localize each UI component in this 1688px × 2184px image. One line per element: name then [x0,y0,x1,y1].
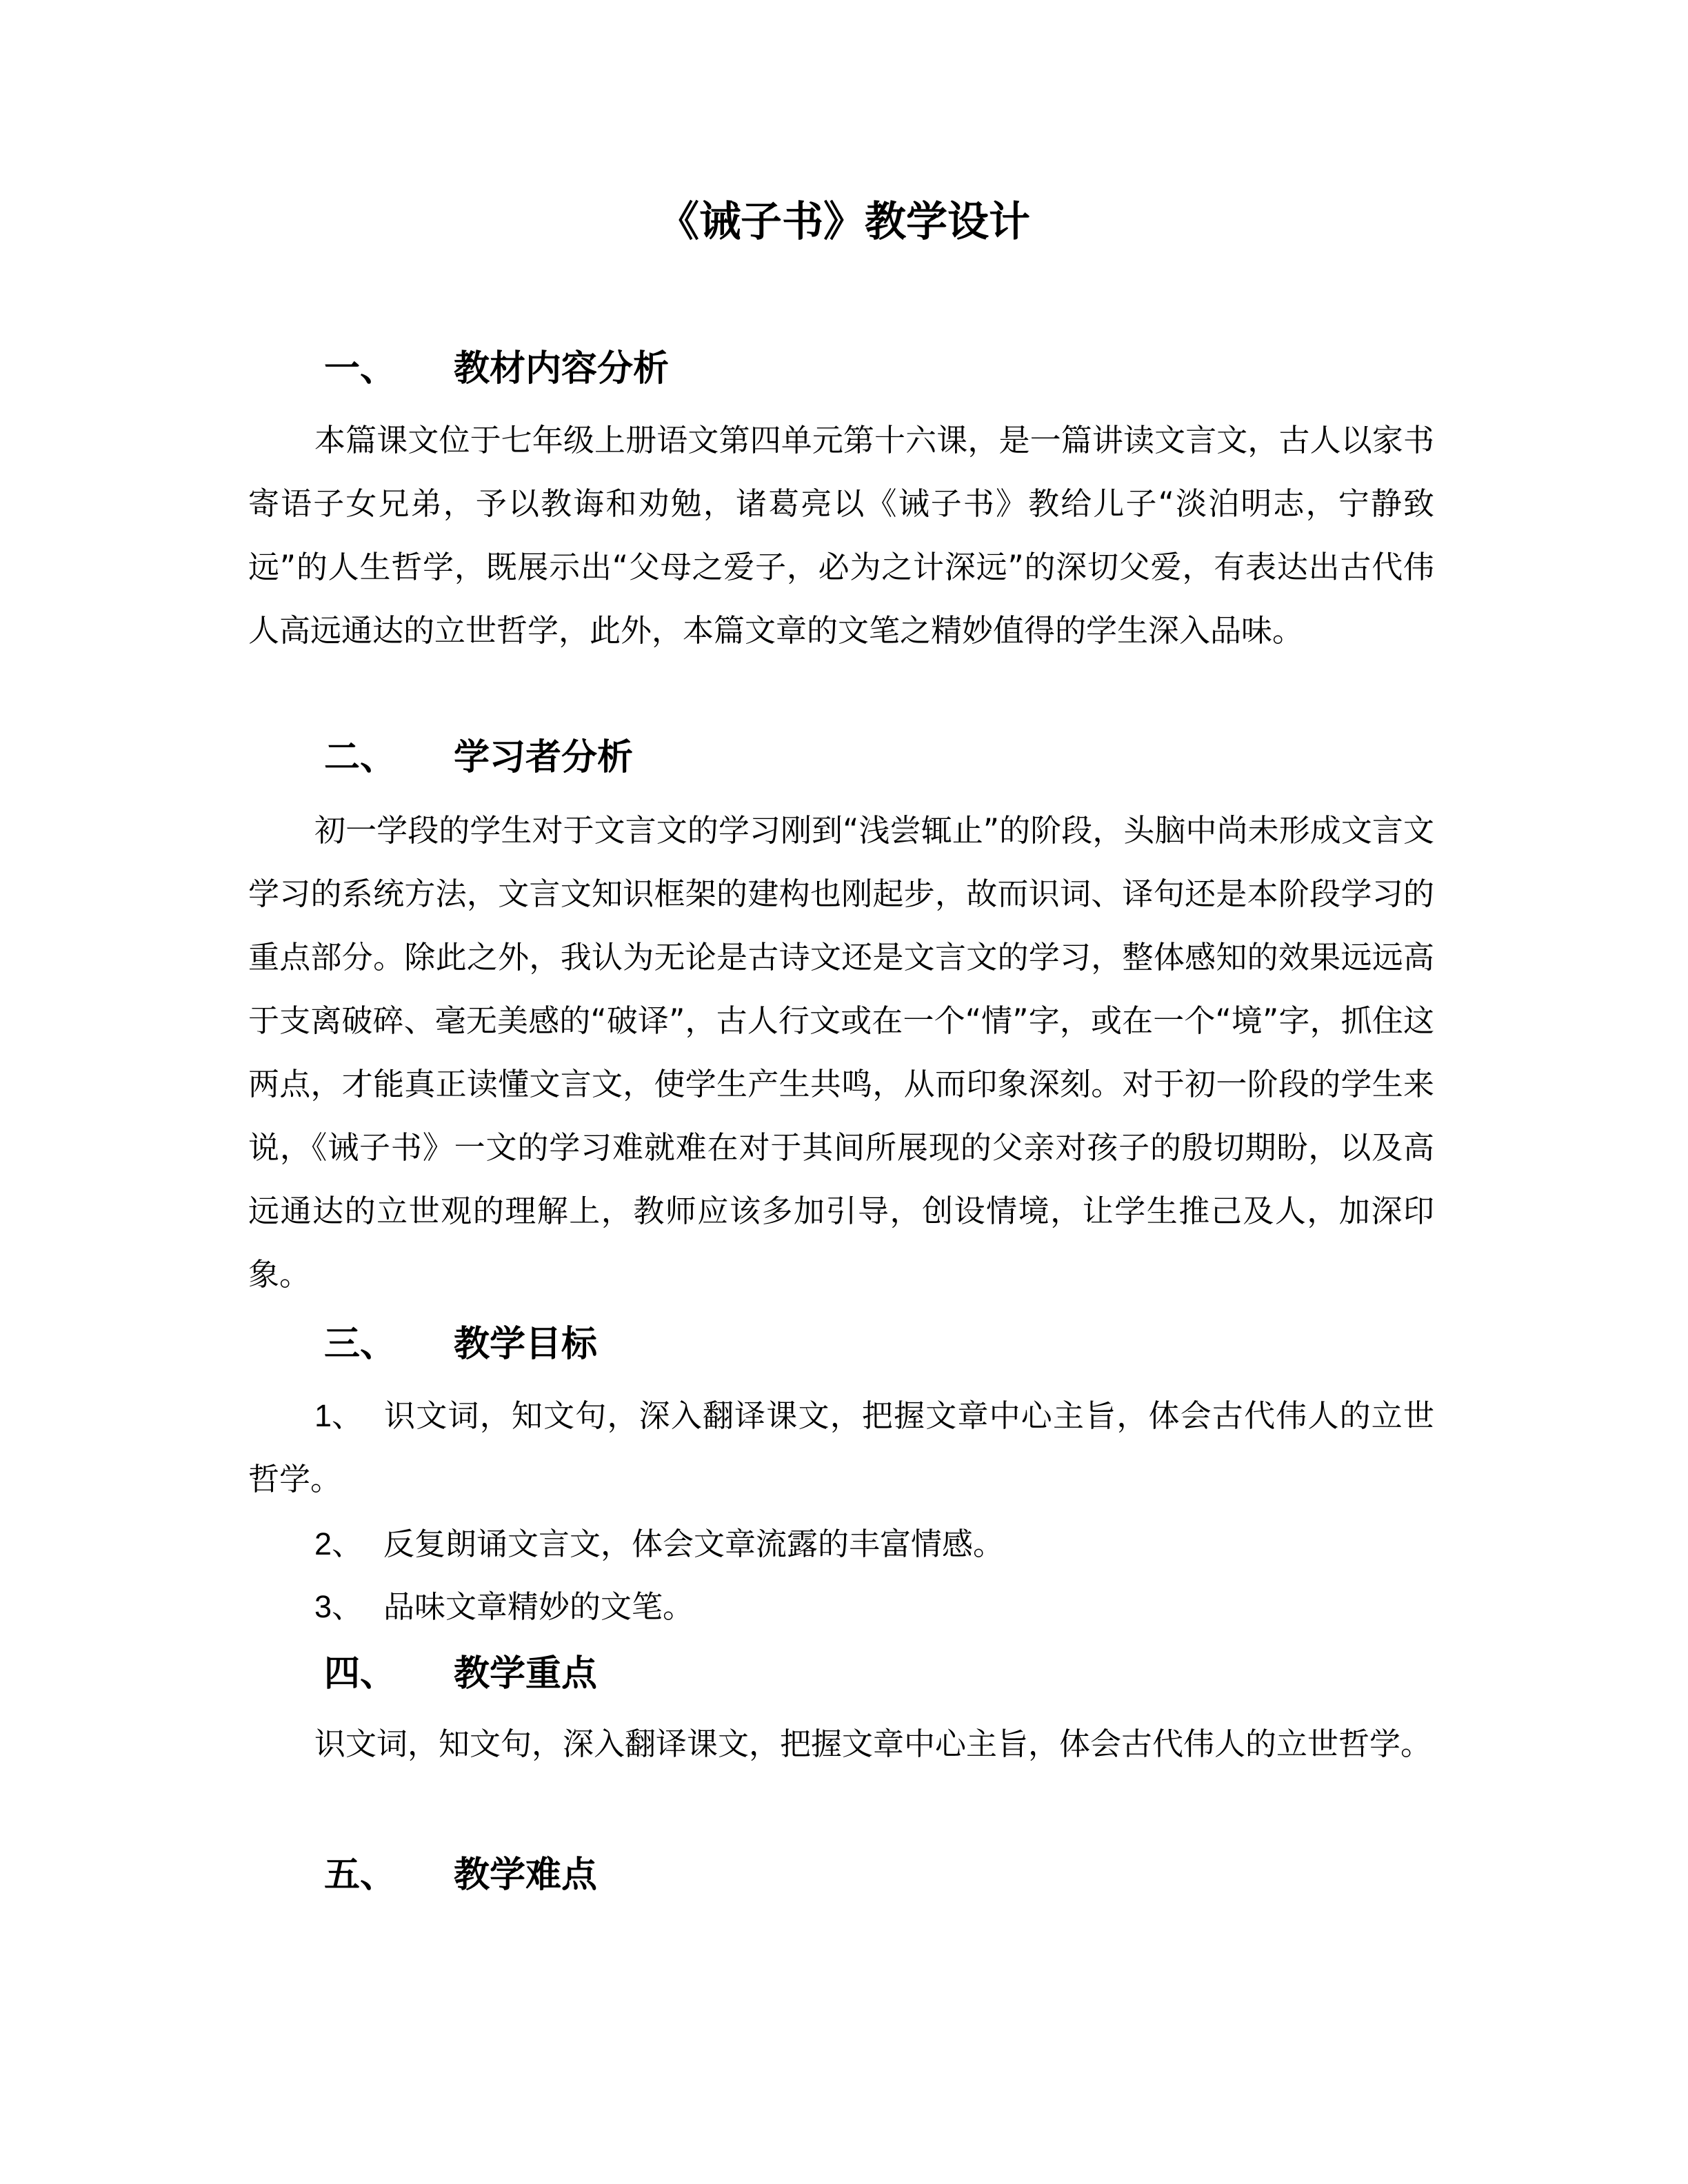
goal-text: 反复朗诵文言文，体会文章流露的丰富情感。 [383,1526,1005,1562]
goal-number: 3、 [314,1589,363,1624]
goal-item-2 [248,1513,1434,1576]
section-heading-3 [324,1317,597,1372]
section-number: 一、 [324,348,396,390]
document-title: 《诫子书》教学设计 [658,198,1030,246]
section-heading-text: 教学难点 [454,1854,598,1896]
section-heading-text: 教材内容分析 [454,348,670,390]
section-number: 三、 [324,1324,396,1365]
section-heading-text: 学习者分析 [454,737,634,778]
section-paragraph-4: 识文词，知文句，深入翻译课文，把握文章中心主旨，体会古代伟人的立世哲学。 [314,1726,1432,1762]
section-paragraph-1: 本篇课文位于七年级上册语文第四单元第十六课，是一篇讲读文言文，古人以家书寄语子女兄弟，予以教诲和劝勉，诸葛亮以《诫子书》教给儿子“淡泊明志，宁静致远”的人生哲学，既展示出“父母之爱子，必为之计深远”的深切父爱，有表达出古代伟人高远通达的立世哲学，此外，本篇文章的文笔之精妙值得的学生深入品味。 [248,422,1434,649]
goal-number: 1、 [314,1398,363,1433]
section-heading-text: 教学重点 [454,1653,598,1695]
goal-text: 识文词，知文句，深入翻译课文，把握文章中心主旨，体会古代伟人的立世哲学。 [248,1397,1434,1497]
section-heading-4 [324,1646,597,1701]
goal-item-3 [248,1575,1434,1639]
goal-text: 品味文章精妙的文笔。 [383,1588,694,1625]
goal-number: 2、 [314,1526,363,1561]
section-number: 五、 [324,1854,396,1896]
section-heading-5 [324,1848,597,1903]
section-paragraph-2: 初一学段的学生对于文言文的学习刚到“浅尝辄止”的阶段，头脑中尚未形成文言文学习的系统方法，文言文知识框架的建构也刚起步，故而识词、译句还是本阶段学习的重点部分。除此之外，我认为无论是古诗文还是文言文的学习，整体感知的效果远远高于支离破碎、毫无美感的“破译”，古人行文或在一个“情”字，或在一个“境”字，抓住这两点，才能真正读懂文言文，使学生产生共鸣，从而印象深刻。对于初一阶段的学生来说，《诫子书》一文的学习难就难在对于其间所展现的父亲对孩子的殷切期盼，以及高远通达的立世观的理解上，教师应该多加引导，创设情境，让学生推己及人，加深印象。 [248,812,1434,1293]
section-heading-2 [324,730,633,785]
section-heading-text: 教学目标 [454,1324,598,1365]
section-number: 四、 [324,1653,396,1695]
goal-item-1 [248,1384,1434,1511]
section-number: 二、 [324,737,396,778]
section-heading-1 [324,341,669,396]
